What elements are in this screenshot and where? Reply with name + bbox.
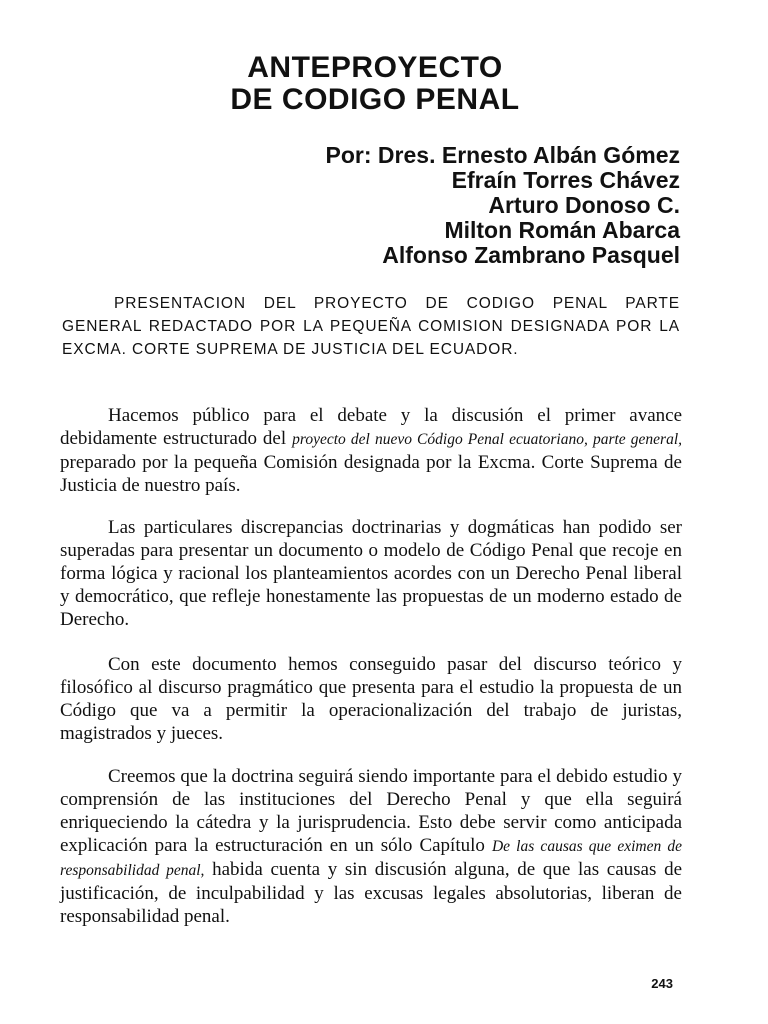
presentation-text: PRESENTACION DEL PROYECTO DE CODIGO PENAL PARTE GENERAL REDACTADO POR LA PEQUEÑA COMISION DESIGNADA POR LA EXCMA. CORTE SUPREMA DE JUSTICIA DEL ECUADOR. <box>62 295 680 358</box>
document-title <box>150 52 600 116</box>
author-line: Por: Dres. Ernesto Albán Gómez <box>325 142 680 168</box>
author-line: Arturo Donoso C. <box>488 192 680 218</box>
page-number: 243 <box>651 976 673 991</box>
author-line: Alfonso Zambrano Pasquel <box>382 242 680 268</box>
title-line-2: DE CODIGO PENAL <box>230 83 520 116</box>
paragraph-3 <box>60 653 682 745</box>
title-line-1: ANTEPROYECTO <box>247 51 503 84</box>
author-line: Milton Román Abarca <box>444 217 680 243</box>
paragraph-1-text-a: Hacemos público para el debate y la discusión el primer avance debidamente estructurado del <box>60 405 682 449</box>
paragraph-4-text-a: Creemos que la doctrina seguirá siendo importante para el debido estudio y comprensión de las instituciones del Derecho Penal y que ella seguirá enriqueciendo la cátedra y la jurisprudencia. Esto debe servir como anticipada explicación para la estructuración en un sólo Capítulo <box>60 766 682 856</box>
paragraph-3-text: Con este documento hemos conseguido pasar del discurso teórico y filosófico al discurso pragmático que presenta para el estudio la propuesta de un Código que va a permitir la operacionalización del trabajo de juristas, magistrados y jueces. <box>60 654 682 744</box>
paragraph-2 <box>60 516 682 631</box>
author-line: Efraín Torres Chávez <box>451 167 680 193</box>
paragraph-2-text: Las particulares discrepancias doctrinarias y dogmáticas han podido ser superadas para presentar un documento o modelo de Código Penal que recoje en forma lógica y racional los planteamientos acordes con un Derecho Penal liberal y democrático, que refleje honestamente las propuestas de un moderno estado de Derecho. <box>60 517 682 630</box>
paragraph-4 <box>60 765 682 928</box>
paragraph-1-italic: proyecto del nuevo Código Penal ecuatoriano, parte general, <box>292 431 683 448</box>
paragraph-1-text-b: preparado por la pequeña Comisión designada por la Excma. Corte Suprema de Justicia de nuestro país. <box>60 452 682 496</box>
paragraph-1 <box>60 404 682 497</box>
authors-block <box>326 143 680 268</box>
presentation-heading <box>62 292 680 361</box>
paragraph-4-text-b: habida cuenta y sin discusión alguna, de que las causas de justificación, de inculpabilidad y las excusas legales absolutorias, liberan de responsabilidad penal. <box>60 859 682 927</box>
paragraph-4-italic: De las causas que eximen de responsabilidad penal, <box>60 838 683 879</box>
